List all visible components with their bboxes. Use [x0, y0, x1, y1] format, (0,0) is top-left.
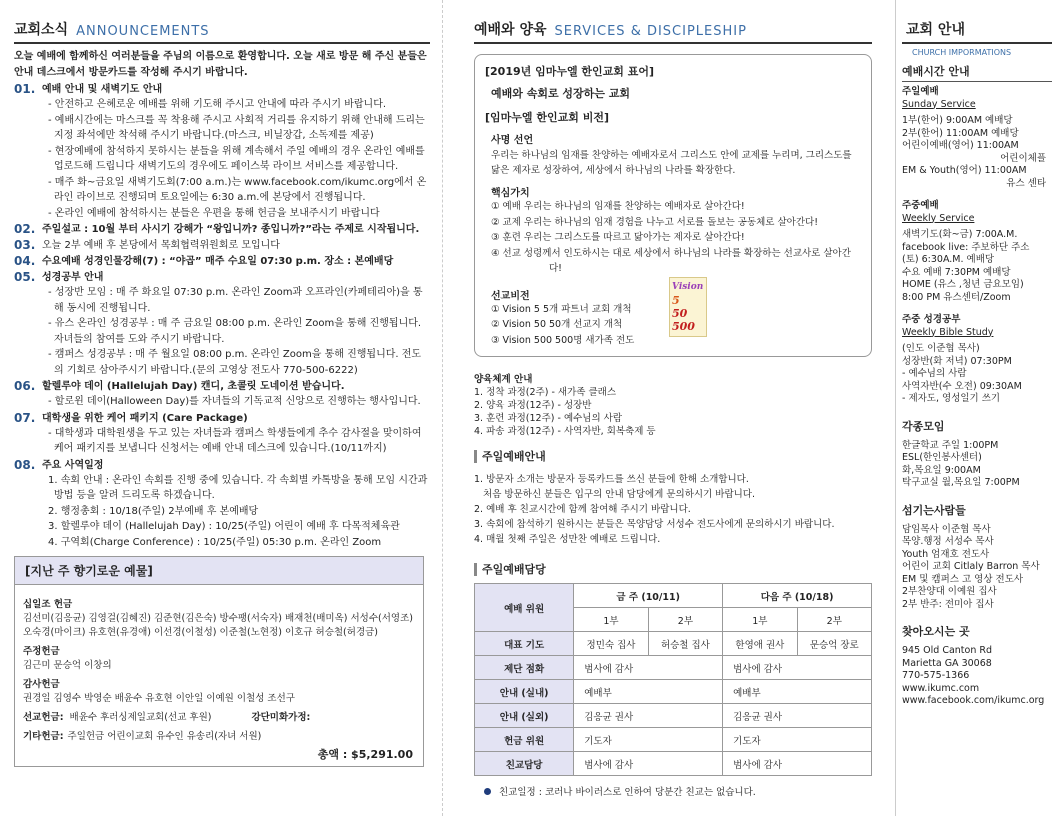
info-line: EM & Youth(영어) 11:00AM	[902, 165, 1027, 176]
announcements-title-en: ANNOUNCEMENTS	[76, 24, 210, 39]
staff-title: 섬기는사람들	[902, 503, 966, 517]
bullet-icon	[484, 788, 491, 795]
vision-badge-text: 5	[672, 294, 680, 307]
announcement-item	[14, 458, 430, 473]
vision-badge-text: 50	[672, 307, 688, 320]
weekly-title-en: Weekly Service	[902, 212, 975, 224]
core-value: ① 예배 우리는 하나님의 임재를 찬양하는 예배자로 살아간다!	[491, 201, 745, 212]
duty-row	[475, 704, 872, 728]
mission-names: 배윤수 후러싱제일교회(선교 후원)	[69, 712, 212, 723]
announcement-line: - 안전하고 은혜로운 예배를 위해 기도해 주시고 안내에 따라 주시기 바랍니다.	[48, 99, 387, 110]
info-line: ESL(한인봉사센터)	[902, 452, 982, 463]
announcements-header	[14, 0, 430, 44]
info-line: 성장반(화 저녁) 07:30PM	[902, 355, 1012, 367]
info-line: www.ikumc.com	[902, 682, 980, 694]
duty-row	[475, 752, 872, 776]
info-line: - 예수님의 사람	[902, 368, 967, 379]
vision-title: 선교비전	[491, 290, 530, 302]
duty-cell: 기도자	[723, 728, 872, 752]
announcement-item	[14, 379, 430, 394]
announcement-title: 대학생을 위한 케어 패키지 (Care Package)	[42, 412, 248, 424]
announcement-line: - 매주 화~금요일 새벽기도회(7:00 a.m.)는 www.facebook.com/ikumc.org에서 온라인 라이브로 진행되며 토요일에는 6:30 a.m.에 본당에서 진행됩니다.	[48, 176, 427, 203]
announcement-title: 주일설교 : 10월 부터 사시기 강해가 “왕입니까? 종입니까?”라는 주제로 시작됩니다.	[42, 224, 420, 235]
services-title-en: SERVICES & DISCIPLESHIP	[554, 24, 747, 39]
announcement-line: 2. 행정총회 : 10/18(주일) 2부예배 후 본예배당	[48, 505, 259, 517]
announcement-number: 03.	[14, 238, 36, 252]
info-line: 770-575-1366	[902, 670, 970, 681]
info-line: Marietta GA 30068	[902, 657, 992, 669]
announcement-body	[14, 426, 430, 457]
announcement-number: 02.	[14, 222, 36, 236]
thanks-label: 주정헌금	[23, 646, 60, 657]
announcement-item	[14, 82, 430, 97]
announcement-item	[14, 254, 430, 269]
duty-row	[475, 680, 872, 704]
info-line: 어린이 교회 Citlaly Barron 목사	[902, 561, 1040, 572]
announcement-item	[14, 270, 430, 285]
announcement-line: 3. 할렐루야 데이 (Hallelujah Day) : 10/25(주일) 어린이 예배 후 다목적체육관	[48, 521, 400, 532]
mission-title: 사명 선언	[491, 135, 534, 146]
guide-title: 주일예배안내	[474, 448, 872, 464]
info-line: 목양.행정 서성수 목사	[902, 536, 994, 547]
info-line: facebook live: 주보하단 주소	[902, 241, 1030, 253]
guide-item: 2. 예배 후 친교시간에 함께 참여해 주시기 바랍니다.	[474, 504, 691, 515]
offering-header: [지난 주 향기로운 예물]	[15, 557, 423, 585]
offering-box	[14, 556, 424, 767]
staff-lines	[902, 524, 1052, 612]
duty-cell: 범사에 감사	[723, 752, 872, 776]
vision-item: ① Vision 5 5개 파트너 교회 개척	[491, 303, 632, 315]
info-line: (토) 6:30A.M. 예배당	[902, 254, 995, 265]
weekly-title: 주중예배	[902, 200, 939, 211]
announcement-line: - 대학생과 대학원생을 두고 있는 자녀들과 캠퍼스 학생들에게 추수 감사절을 맞이하여 케어 패키지를 보냅니다 신청서는 예배 안내 데스크에 있습니다.(10/11까지)	[48, 427, 422, 454]
info-line: 화,목요일 9:00AM	[902, 464, 981, 476]
duty-role-header: 예배 위원	[475, 584, 574, 632]
weekly-lines	[902, 229, 1052, 304]
announcement-number: 01.	[14, 82, 36, 96]
duty-title: 주일예배담당	[474, 561, 872, 577]
mission-label: 선교헌금:	[23, 712, 64, 723]
sunday-lines	[902, 115, 1052, 190]
duty-cell: 예배부	[723, 680, 872, 704]
duty-cell: 허승철 집사	[648, 632, 722, 656]
times-title: 예배시간 안내	[902, 63, 1052, 82]
next-week-header: 다음 주 (10/18)	[723, 584, 872, 608]
nurture-item: 2. 양육 과정(12주) - 성장반	[474, 400, 592, 411]
nurture-item: 1. 정착 과정(2주) - 새가족 클래스	[474, 387, 616, 398]
duty-cell: 김응균 권사	[723, 704, 872, 728]
mission-text: 우리는 하나님의 임재를 찬양하는 예배자로서 그리스도 안에 교제를 누리며, 그리스도를 닮은 제자로 성장하여, 세상에서 하나님의 나라를 확장한다.	[491, 150, 852, 176]
vision-badge-text: Vision	[672, 282, 704, 292]
info-line: 새벽기도(화~금) 7:00A.M.	[902, 229, 1018, 240]
announcement-line: 4. 구역회(Charge Conference) : 10/25(주일) 05:30 p.m. 온라인 Zoom	[48, 536, 382, 548]
announcement-title: 주요 사역일정	[42, 459, 104, 471]
announcement-item	[14, 222, 430, 237]
duty-table	[474, 583, 872, 776]
announcements-column	[0, 0, 440, 816]
announcement-body	[14, 97, 430, 221]
church-info-column	[896, 0, 1056, 816]
duty-cell: 예배부	[574, 680, 723, 704]
announcement-item	[14, 411, 430, 426]
core-title: 핵심가치	[491, 188, 530, 199]
core-value: ③ 훈련 우리는 그리스도를 따르고 닮아가는 제자로 살아간다!	[491, 232, 745, 243]
info-subtitle: CHURCH IMPORMATIONS	[912, 48, 1012, 57]
next-week-p1: 1부	[723, 608, 797, 632]
announcement-title: 예배 안내 및 새벽기도 안내	[42, 84, 163, 95]
bible-title: 주중 성경공부	[902, 314, 961, 325]
announcement-list	[14, 82, 430, 550]
directions-title: 찾아오시는 곳	[902, 625, 970, 638]
info-line: Youth 엄재호 전도사	[902, 548, 990, 560]
tithe-label: 십일조 헌금	[23, 599, 73, 610]
other-names: 주일헌금 어린이교회 유수인 유송리(자녀 서원)	[67, 731, 262, 742]
bible-title-en: Weekly Bible Study	[902, 326, 994, 338]
info-line: 한글학교 주일 1:00PM	[902, 439, 999, 451]
info-line: 수요 예배 7:30PM 예배당	[902, 266, 1011, 278]
info-line: 탁구교실 월,목요일 7:00PM	[902, 477, 1020, 488]
announcement-number: 04.	[14, 254, 36, 268]
info-line: www.facebook.com/ikumc.org	[902, 695, 1045, 706]
pulpit-label: 강단미화가정:	[251, 712, 311, 723]
services-title: 예배와 양육	[474, 22, 547, 38]
duty-cell: 범사에 감사	[574, 752, 723, 776]
duty-role: 안내 (실내)	[475, 680, 574, 704]
duty-row	[475, 728, 872, 752]
info-line: 어린이예배(영어) 11:00AM	[902, 140, 1019, 151]
duty-role: 헌금 위원	[475, 728, 574, 752]
announcement-title: 수요예배 성경인물강해(7) : “야곱” 매주 수요일 07:30 p.m. 장소 : 본예배당	[42, 256, 394, 267]
this-week-p2: 2부	[648, 608, 722, 632]
motto: 예배와 속회로 성장하는 교회	[491, 87, 630, 100]
duty-cell: 김응균 권사	[574, 704, 723, 728]
vision-item: ③ Vision 500 500명 새가족 전도	[491, 334, 635, 346]
thanks-names: 김근미 문승억 이창의	[23, 660, 112, 671]
this-week-header: 금 주 (10/11)	[574, 584, 723, 608]
this-week-p1: 1부	[574, 608, 648, 632]
announcement-number: 05.	[14, 270, 36, 284]
core-values	[485, 199, 861, 277]
duty-cell: 문승억 장로	[797, 632, 871, 656]
duty-cell: 범사에 감사	[723, 656, 872, 680]
bible-lines	[902, 343, 1052, 406]
groups-lines	[902, 440, 1052, 490]
offering-total: 총액 : $5,291.00	[317, 748, 413, 761]
announcement-line: - 유스 온라인 성경공부 : 매 주 금요일 08:00 p.m. 온라인 Zoom을 통해 진행됩니다. 자녀들의 참여를 도와 주시기 바랍니다.	[48, 318, 422, 345]
tithe-names: 김선미(김응균) 김영걸(김혜진) 김준현(김은숙) 방수팽(서숙자) 배재천(배미옥) 서성수(서영조) 오숙경(마이크) 유호현(유경애) 이선경(이철성) 이준철(노현정) 이호규 허승철(허경금)	[23, 613, 413, 638]
duty-row	[475, 632, 872, 656]
info-line: EM 및 캠퍼스 고 영상 전도사	[902, 573, 1024, 585]
duty-cell: 범사에 감사	[574, 656, 723, 680]
vision-badge	[669, 277, 707, 337]
duty-role: 안내 (실외)	[475, 704, 574, 728]
announcement-line: 1. 속회 안내 : 온라인 속회를 진행 중에 있습니다. 각 속회별 카톡방을 통해 모임 시간과 방법 등을 알려 드리도록 하겠습니다.	[48, 474, 428, 501]
announcement-line: - 성장반 모임 : 매 주 화요일 07:30 p.m. 온라인 Zoom과 오프라인(카페테리아)을 통해 동시에 진행됩니다.	[48, 287, 423, 314]
vision-label: [임마누엘 한인교회 비전]	[485, 111, 609, 124]
guide-item: 4. 매월 첫째 주일은 성만찬 예배로 드립니다.	[474, 534, 661, 545]
sunday-title-en: Sunday Service	[902, 98, 976, 110]
info-line: 어린이체플	[1000, 152, 1046, 164]
nurture-list	[474, 386, 872, 438]
announcement-line: - 캠퍼스 성경공부 : 매 주 월요일 08:00 p.m. 온라인 Zoom을 통해 진행됩니다. 전도의 기회로 삼아주시기 바랍니다.(문의 고영상 전도사 770-500-6222)	[48, 349, 422, 376]
nurture-item: 4. 파송 과정(12주) - 사역자반, 회복축제 등	[474, 426, 656, 437]
announcement-number: 07.	[14, 410, 36, 425]
announcement-body	[14, 285, 430, 378]
guide-item: 처음 방문하신 분들은 입구의 안내 담당에게 문의하시기 바랍니다.	[474, 489, 755, 500]
announcement-number: 06.	[14, 379, 36, 393]
groups-title: 각종모임	[902, 419, 945, 433]
motto-label: [2019년 임마누엘 한인교회 표어]	[485, 65, 655, 78]
guide-list	[474, 472, 872, 547]
welcome-intro: 오늘 예배에 함께하신 여러분들을 주님의 이름으로 환영합니다. 오늘 새로 방문 해 주신 분들은 안내 데스크에서 방문카드를 작성해 주시기 바랍니다.	[14, 51, 427, 78]
nurture-title: 양육체계 안내	[474, 374, 533, 385]
announcement-line: - 온라인 예배에 참석하시는 분들은 우편을 통해 헌금을 보내주시기 바랍니다	[48, 207, 380, 219]
duty-cell: 정민숙 집사	[574, 632, 648, 656]
core-value: ④ 선교 성령께서 인도하시는 대로 세상에서 하나님의 나라를 확장하는 선교사로 살아간다!	[491, 247, 851, 274]
guide-item: 1. 방문자 소개는 방문자 등록카드를 쓰신 분들에 한해 소개합니다.	[474, 474, 749, 485]
announcement-body	[14, 394, 430, 410]
gratitude-names: 권경일 김영수 박영순 배윤수 유호현 이안일 이예원 이철성 조선구	[23, 693, 295, 704]
vision-box	[474, 54, 872, 357]
duty-role: 제단 점화	[475, 656, 574, 680]
info-line: 8:00 PM 유스센터/Zoom	[902, 291, 1011, 303]
announcement-title: 할렐루야 데이 (Hallelujah Day) 캔디, 초콜릿 도네이션 받습니다.	[42, 381, 345, 392]
info-title: 교회 안내	[906, 22, 965, 38]
nurture-item: 3. 훈련 과정(12주) - 예수님의 사람	[474, 413, 623, 424]
announcement-item	[14, 238, 430, 253]
announcements-title: 교회소식	[14, 22, 69, 38]
services-column	[444, 0, 894, 816]
duty-row	[475, 656, 872, 680]
core-value: ② 교제 우리는 하나님의 임재 경험을 나누고 서로를 돌보는 공동체로 살아간다!	[491, 216, 819, 228]
other-label: 기타헌금:	[23, 731, 64, 742]
fellowship-note-text: 친교일정 : 코러나 바이러스로 인하여 당분간 친교는 없습니다.	[499, 787, 756, 798]
sunday-title: 주일예배	[902, 86, 939, 97]
info-line: 945 Old Canton Rd	[902, 645, 993, 656]
info-line: HOME (유스 ,청년 금요모임)	[902, 279, 1024, 290]
vision-badge-text: 500	[672, 320, 695, 333]
info-line: - 제자도, 영성일기 쓰기	[902, 393, 1001, 404]
announcement-line: - 예배시간에는 마스크를 꼭 착용해 주시고 사회적 거리를 유지하기 위해 안내해 드리는 지정 좌석에만 착석해 주시기 바랍니다.(마스크, 비닐장갑, 소독제를 제공)	[48, 114, 425, 141]
announcement-title: 성경공부 안내	[42, 272, 104, 283]
duty-cell: 기도자	[574, 728, 723, 752]
duty-role: 대표 기도	[475, 632, 574, 656]
duty-cell: 한영애 권사	[723, 632, 797, 656]
info-line: 담임목사 이준협 목사	[902, 523, 991, 535]
duty-role: 친교담당	[475, 752, 574, 776]
fellowship-note	[474, 784, 872, 798]
info-line: 1부(한어) 9:00AM 예배당	[902, 115, 1013, 126]
announcement-text: 오늘 2부 예배 후 본당에서 목회협력위원회로 모입니다	[42, 240, 280, 251]
info-line: 2부(한어) 11:00AM 예배당	[902, 127, 1019, 139]
info-line: 유스 센타	[1006, 177, 1046, 189]
info-line: 2부 반주: 전미아 집사	[902, 598, 994, 610]
announcement-number: 08.	[14, 457, 36, 472]
announcement-line: - 할로윈 데이(Halloween Day)를 자녀들의 기독교적 신앙으로 진행하는 행사입니다.	[48, 396, 421, 407]
next-week-p2: 2부	[797, 608, 871, 632]
vision-item: ② Vision 50 50개 선교지 개척	[491, 319, 623, 330]
info-line: 사역자반(수 오전) 09:30AM	[902, 380, 1022, 392]
info-line: (인도 이준협 목사)	[902, 343, 980, 354]
announcement-line: - 현장예배에 참석하지 못하시는 분들을 위해 계속해서 주일 예배의 경우 온라인 예배를 업로드해 드립니다 새벽기도의 경우에도 페이스북 라이브 서비스를 제공합니다.	[48, 145, 425, 172]
gratitude-label: 감사헌금	[23, 679, 60, 690]
announcement-body	[14, 473, 430, 551]
services-header	[474, 0, 872, 44]
address-lines	[902, 645, 1052, 708]
guide-item: 3. 속회에 참석하기 원하시는 분들은 목양담당 서성수 전도사에게 문의하시기 바랍니다.	[474, 519, 835, 530]
info-line: 2부찬양대 이예원 집사	[902, 586, 997, 597]
